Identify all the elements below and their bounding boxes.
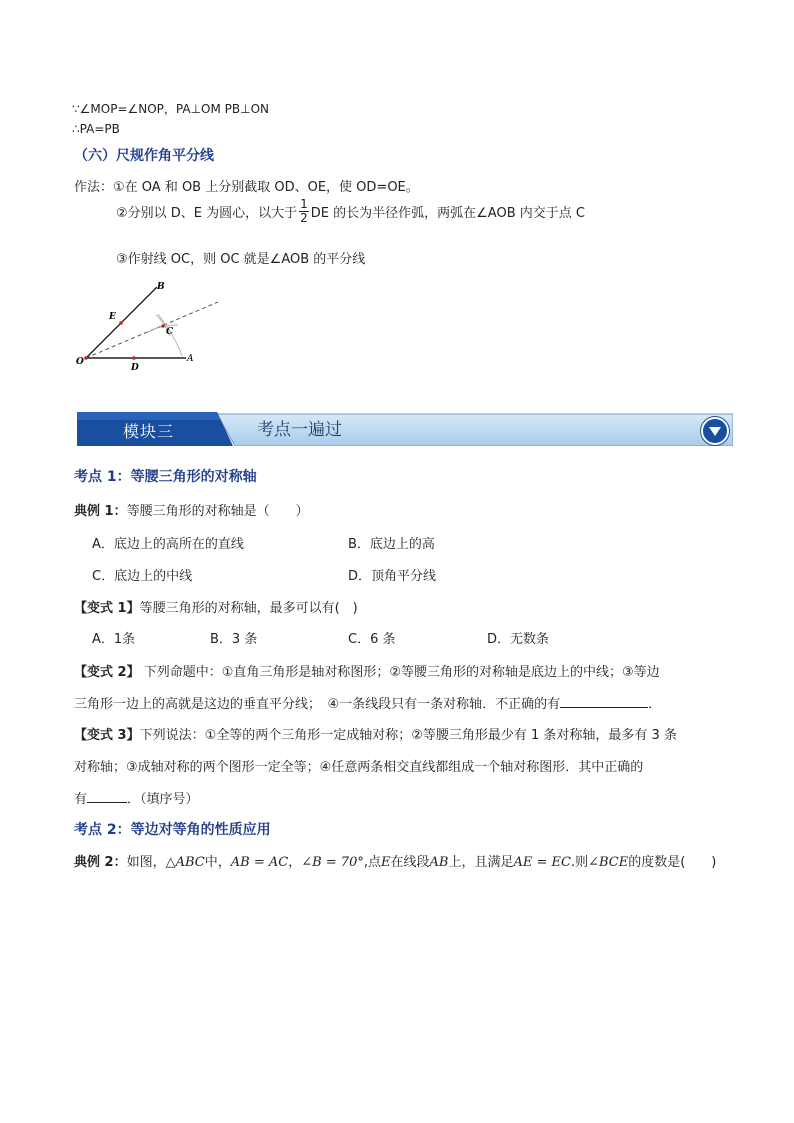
label-b: B (157, 282, 165, 292)
variant-3-line-2: 对称轴；③成轴对称的两个图形一定全等；④任意两条相交直线都组成一个轴对称图形．其中正确的 (74, 760, 644, 775)
variant-2-label: 【变式 2】 (74, 665, 140, 680)
banner-shape (77, 412, 733, 446)
module-banner (77, 412, 733, 446)
answer-blank-v3[interactable] (87, 790, 127, 803)
example-2-text-c: ， (288, 855, 302, 870)
fraction-numerator: 1 (300, 197, 308, 211)
point-e (119, 321, 123, 325)
example-2-label: 典例 2： (74, 855, 127, 870)
variant-3-line-1 (74, 724, 677, 743)
variant-3-prefix: 有 (74, 792, 88, 807)
chevron-down-icon (708, 425, 722, 437)
label-c: C (166, 327, 174, 337)
example-2-text-g: .则 (570, 855, 589, 870)
angle-bisector-figure (70, 278, 230, 378)
option-a: A．底边上的高所在的直线 (92, 537, 244, 552)
variant-3-text-1: 下列说法：①全等的两个三角形一定成轴对称；②等腰三角形最少有 1 条对称轴，最多有 3 条 (139, 728, 677, 743)
variant-1-label: 【变式 1】 (74, 601, 140, 616)
fraction-one-half (299, 198, 309, 225)
section-title: （六）尺规作角平分线 (74, 148, 214, 164)
point-c (161, 324, 165, 328)
example-2-text-b: 中， (204, 855, 231, 870)
proof-line-2: ∴PA=PB (72, 122, 120, 136)
construction-step-1: 作法：①在 OA 和 OB 上分别截取 OD、OE，使 OD=OE。 (74, 180, 419, 195)
variant-2-end: ． (648, 697, 662, 712)
step2-prefix: ②分别以 D、E 为圆心，以大于 (116, 206, 298, 221)
v1-option-a: A．1条 (92, 632, 136, 647)
variant-2-line-1 (74, 661, 660, 680)
construction-step-3: ③作射线 OC，则 OC 就是∠AOB 的平分线 (116, 252, 366, 267)
v1-option-c: C．6 条 (348, 632, 396, 647)
module-label: 模块三 (123, 422, 175, 441)
example-2 (74, 851, 716, 870)
variant-3-suffix: ．（填序号） (127, 792, 199, 807)
variant-2-text-2: 三角形一边上的高就是这边的垂直平分线； ④一条线段只有一条对称轴．不正确的有 (74, 697, 561, 712)
option-b: B．底边上的高 (348, 537, 435, 552)
option-d: D．顶角平分线 (348, 569, 437, 584)
answer-blank-v2[interactable] (560, 695, 648, 708)
variant-2-line-2 (74, 693, 661, 712)
math-angle-bce: ∠BCE (588, 855, 629, 870)
label-o: O (76, 357, 84, 367)
variant-1 (74, 597, 358, 616)
math-ae-eq-ec: AE = EC (513, 855, 571, 870)
example-2-text-f: 上，且满足 (448, 855, 514, 870)
v1-option-b: B．3 条 (210, 632, 258, 647)
math-triangle-abc: △ABC (165, 855, 205, 870)
example-1 (74, 500, 309, 519)
banner-title: 考点一遍过 (257, 420, 342, 440)
math-point-e: E (381, 855, 391, 870)
math-angle-b: ∠B = 70° (301, 855, 364, 870)
variant-3-line-3 (74, 788, 199, 807)
proof-line-1: ∵∠MOP=∠NOP，PA⊥OM PB⊥ON (72, 102, 269, 116)
math-ab-eq-ac: AB = AC (230, 855, 289, 870)
point-d (132, 356, 136, 360)
example-1-text: 等腰三角形的对称轴是（ ） (126, 504, 309, 519)
example-2-text-a: 如图， (126, 855, 166, 870)
example-2-text-e: 在线段 (390, 855, 430, 870)
construction-step-2 (116, 198, 585, 225)
example-1-label: 典例 1： (74, 504, 127, 519)
kp1-title: 考点 1：等腰三角形的对称轴 (74, 469, 257, 485)
variant-2-text-1: 下列命题中：①直角三角形是轴对称图形；②等腰三角形的对称轴是底边上的中线；③等边 (143, 665, 660, 680)
variant-3-label: 【变式 3】 (74, 728, 140, 743)
chevron-down-circle-icon[interactable] (701, 417, 729, 445)
example-2-text-h: 的度数是( ) (628, 855, 717, 870)
variant-1-text: 等腰三角形的对称轴，最多可以有( ) (139, 601, 358, 616)
fraction-denominator: 2 (300, 211, 308, 225)
math-segment-ab: AB (429, 855, 449, 870)
option-c: C．底边上的中线 (92, 569, 193, 584)
v1-option-d: D．无数条 (487, 632, 550, 647)
example-2-text-d: ,点 (363, 855, 381, 870)
point-o (84, 356, 88, 360)
label-a: A (187, 354, 194, 364)
label-d: D (131, 363, 139, 373)
step2-suffix: DE 的长为半径作弧，两弧在∠AOB 内交于点 C (310, 206, 585, 221)
label-e: E (109, 312, 116, 322)
kp2-title: 考点 2：等边对等角的性质应用 (74, 822, 271, 838)
